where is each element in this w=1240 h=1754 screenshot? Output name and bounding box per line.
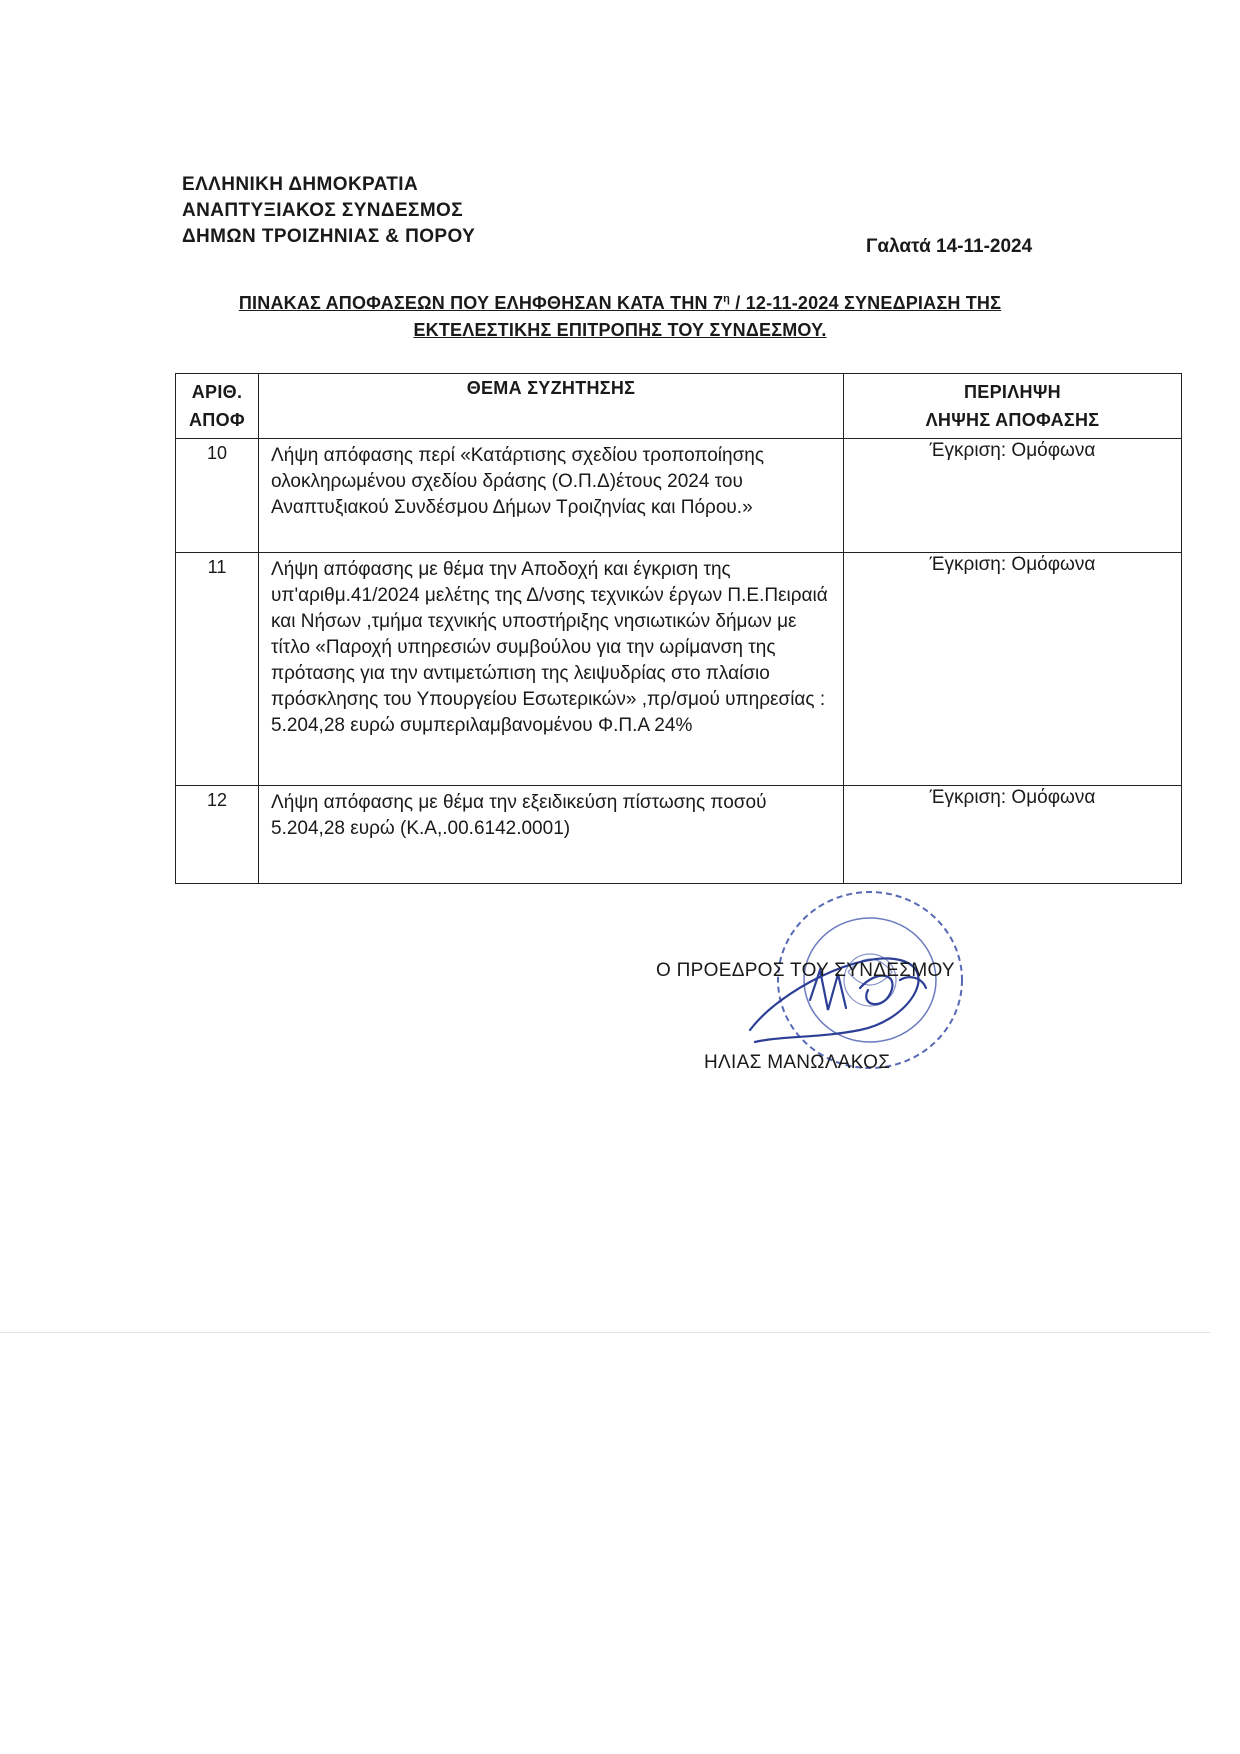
table-row <box>176 786 1182 884</box>
header-line-1: ΕΛΛΗΝΙΚΗ ΔΗΜΟΚΡΑΤΙΑ <box>182 174 419 195</box>
decision-subject: Λήψη απόφασης με θέμα την Αποδοχή και έγκριση της υπ'αριθμ.41/2024 μελέτης της Δ/νσης τεχνικών έργων Π.Ε.Πειραιά και Νήσων ,τμήμα τεχνικής υποστήριξης νησιωτικών δήμων με τίτλο «Παροχή υπηρεσιών συμβούλου για την ωρίμανση της πρότασης για την αντιμετώπιση της λειψυδρίας στο πλαίσιο πρόσκλησης του Υπουργείου Εσωτερικών» ,πρ/σμού υπηρεσίας : 5.204,28 ευρώ συμπεριλαμβανομένου Φ.Π.Α 24% <box>259 553 844 786</box>
header-subject: ΘΕΜΑ ΣΥΖΗΤΗΣΗΣ <box>259 374 844 439</box>
decision-subject: Λήψη απόφασης περί «Κατάρτισης σχεδίου τροποποίησης ολοκληρωμένου σχεδίου δράσης (Ο.Π.Δ)έτους 2024 του Αναπτυξιακού Συνδέσμου Δήμων Τροιζηνίας και Πόρου.» <box>259 439 844 553</box>
decision-summary: Έγκριση: Ομόφωνα <box>844 439 1182 553</box>
decision-summary: Έγκριση: Ομόφωνα <box>844 786 1182 884</box>
title-part-1: ΠΙΝΑΚΑΣ ΑΠΟΦΑΣΕΩΝ ΠΟΥ ΕΛΗΦΘΗΣΑΝ ΚΑΤΑ ΤΗΝ 7 <box>238 293 724 313</box>
decisions-table <box>175 373 1182 884</box>
decision-summary: Έγκριση: Ομόφωνα <box>844 553 1182 786</box>
scan-edge-divider <box>0 1332 1210 1333</box>
signatory-name: ΗΛΙΑΣ ΜΑΝΩΛΑΚΟΣ <box>704 1052 891 1073</box>
signature-block <box>640 880 1060 1100</box>
document-title <box>180 286 1060 344</box>
title-ordinal-sup: η <box>723 293 731 305</box>
decision-subject: Λήψη απόφασης με θέμα την εξειδικεύση πίστωσης ποσού 5.204,28 ευρώ (Κ.Α,.00.6142.0001) <box>259 786 844 884</box>
decision-number: 12 <box>176 786 259 884</box>
header-line-3: ΔΗΜΩΝ ΤΡΟΙΖΗΝΙΑΣ & ΠΟΡΟΥ <box>182 226 476 247</box>
table-header-row <box>176 374 1182 439</box>
document-date: Γαλατά 14-11-2024 <box>866 236 1033 257</box>
signatory-role: Ο ΠΡΟΕΔΡΟΣ ΤΟΥ ΣΥΝΔΕΣΜΟΥ <box>656 960 955 981</box>
decision-number: 10 <box>176 439 259 553</box>
header-line-2: ΑΝΑΠΤΥΞΙΑΚΟΣ ΣΥΝΔΕΣΜΟΣ <box>182 200 464 221</box>
header-decision-number: ΑΡΙΘ. ΑΠΟΦ <box>176 374 259 439</box>
title-line-2: ΕΚΤΕΛΕΣΤΙΚΗΣ ΕΠΙΤΡΟΠΗΣ ΤΟΥ ΣΥΝΔΕΣΜΟΥ. <box>413 320 827 340</box>
table-row <box>176 553 1182 786</box>
document-header <box>182 172 475 250</box>
title-part-2: / 12-11-2024 ΣΥΝΕΔΡΙΑΣΗ ΤΗΣ <box>730 293 1002 313</box>
table-row <box>176 439 1182 553</box>
decision-number: 11 <box>176 553 259 786</box>
header-summary: ΠΕΡΙΛΗΨΗ ΛΗΨΗΣ ΑΠΟΦΑΣΗΣ <box>844 374 1182 439</box>
